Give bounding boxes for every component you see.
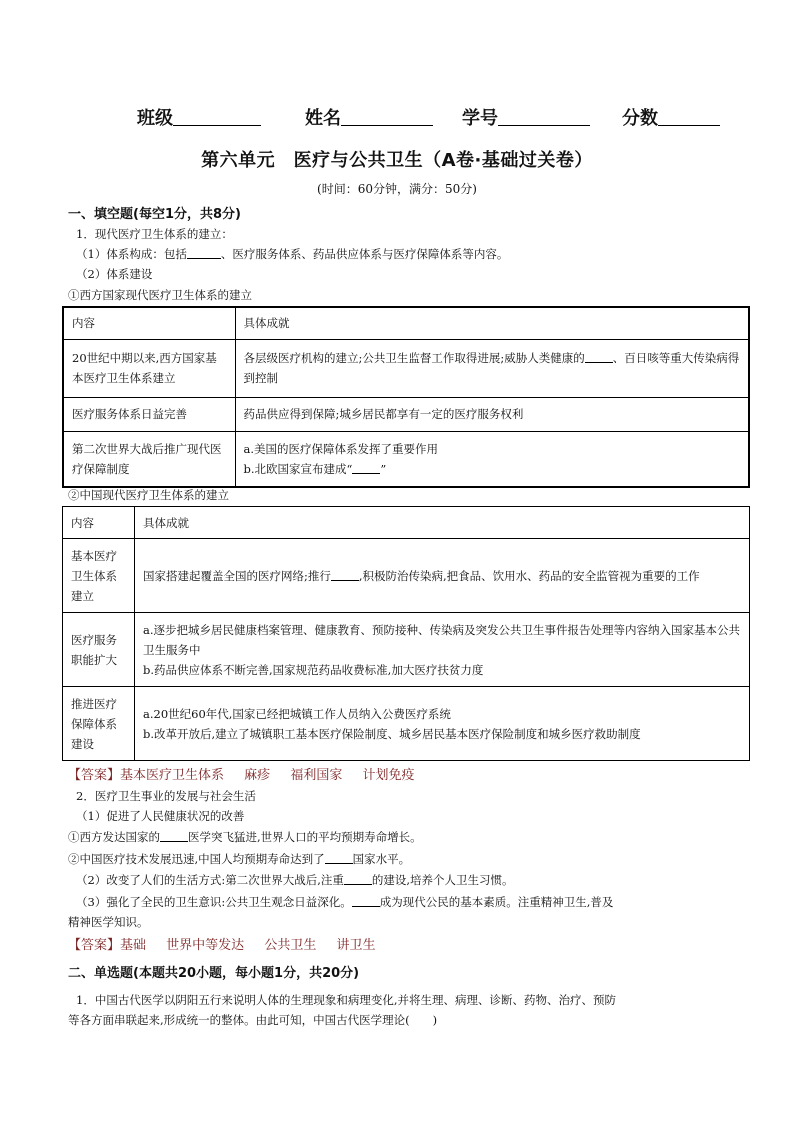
id-blank[interactable] xyxy=(498,105,590,126)
table-cell: 医疗服务体系日益完善 xyxy=(63,397,235,431)
china-health-system-table xyxy=(62,506,750,761)
answer-blank[interactable] xyxy=(352,461,380,474)
score-blank[interactable] xyxy=(658,105,720,126)
table-row xyxy=(63,397,749,431)
table-cell: a.20世纪60年代,国家已经把城镇工作人员纳入公费医疗系统 b.改革开放后,建立了城镇职工基本医疗保险制度、城乡居民基本医疗保险制度和城乡医疗救助制度 xyxy=(135,687,750,761)
table-row xyxy=(63,307,749,339)
question-1-title: 1．现代医疗卫生体系的建立： xyxy=(76,227,233,241)
table-cell: 各层级医疗机构的建立;公共卫生监督工作取得进展;威胁人类健康的 、百日咳等重大传染病得到控制 xyxy=(235,339,749,397)
score-field[interactable]: 分数 xyxy=(622,104,720,130)
answer-2: 【答案】基础 世界中等发达 公共卫生 讲卫生 xyxy=(68,938,376,953)
table-cell: 基本医疗卫生体系建立 xyxy=(63,539,135,613)
answer-blank[interactable] xyxy=(585,350,613,363)
student-info-row xyxy=(0,104,794,130)
table-cell: 国家搭建起覆盖全国的医疗网络;推行 ,积极防治传染病,把食品、饮用水、药品的安全监管视为重要的工作 xyxy=(135,539,750,613)
name-blank[interactable] xyxy=(341,105,433,126)
question-2-part-3: （3）强化了全民的卫生意识:公共卫生观念日益深化。 成为现代公民的基本素质。注重精神卫生,普及 xyxy=(76,895,614,909)
western-health-system-table xyxy=(62,306,750,488)
table-row xyxy=(63,613,750,687)
page-title: 第六单元 医疗与公共卫生（A卷·基础过关卷） xyxy=(201,150,593,171)
table-cell: 药品供应得到保障;城乡居民都享有一定的医疗服务权利 xyxy=(235,397,749,431)
table1-caption: ①西方国家现代医疗卫生体系的建立 xyxy=(68,288,252,302)
class-field[interactable]: 班级 xyxy=(137,104,261,130)
question-2-part-1b: ②中国医疗技术发展迅速,中国人均预期寿命达到了 国家水平。 xyxy=(68,852,411,866)
table-row xyxy=(63,339,749,397)
table-cell: a.美国的医疗保障体系发挥了重要作用 b.北欧国家宣布建成“ ” xyxy=(235,431,749,487)
table-cell: 20世纪中期以来,西方国家基本医疗卫生体系建立 xyxy=(63,339,235,397)
table-cell: 推进医疗保障体系建设 xyxy=(63,687,135,761)
question-2-part-2: （2）改变了人们的生活方式:第二次世界大战后,注重 的建设,培养个人卫生习惯。 xyxy=(76,873,514,887)
table-header-cell: 内容 xyxy=(63,507,135,539)
table-cell: a.逐步把城乡居民健康档案管理、健康教育、预防接种、传染病及突发公共卫生事件报告处理等内容纳入国家基本公共卫生服务中 b.药品供应体系不断完善,国家规范药品收费标准,加大医疗扶贫力度 xyxy=(135,613,750,687)
table-row xyxy=(63,687,750,761)
question-2-part-1a: ①西方发达国家的 医学突飞猛进,世界人口的平均预期寿命增长。 xyxy=(68,830,422,844)
table-header-cell: 具体成就 xyxy=(235,307,749,339)
question-1-part-2: （2）体系建设 xyxy=(76,267,153,281)
mc-question-1-line-2: 等各方面串联起来,形成统一的整体。由此可知，中国古代医学理论( ) xyxy=(68,1013,438,1027)
answer-blank[interactable] xyxy=(344,872,372,885)
student-id-field[interactable]: 学号 xyxy=(462,104,590,130)
question-2-part-1: （1）促进了人民健康状况的改善 xyxy=(76,809,245,823)
answer-blank[interactable] xyxy=(160,829,188,842)
table-header-cell: 内容 xyxy=(63,307,235,339)
time-score-note: (时间：60分钟，满分：50分) xyxy=(317,182,477,196)
table-row xyxy=(63,507,750,539)
question-1-part-1: （1）体系构成：包括 、医疗服务体系、药品供应体系与医疗保障体系等内容。 xyxy=(76,247,509,261)
answer-blank[interactable] xyxy=(187,246,221,259)
question-2-title: 2．医疗卫生事业的发展与社会生活 xyxy=(76,789,256,803)
table-cell: 第二次世界大战后推广现代医疗保障制度 xyxy=(63,431,235,487)
question-2-part-3-cont: 精神医学知识。 xyxy=(68,915,149,929)
table2-caption: ②中国现代医疗卫生体系的建立 xyxy=(68,488,229,502)
table-cell: 医疗服务职能扩大 xyxy=(63,613,135,687)
section-heading-fill-in: 一、填空题(每空1分，共8分) xyxy=(68,207,241,222)
mc-question-1-line-1: 1．中国古代医学以阴阳五行来说明人体的生理现象和病理变化,并将生理、病理、诊断、药物、治疗、预防 xyxy=(76,993,616,1007)
section-heading-single-choice: 二、单选题(本题共20小题，每小题1分，共20分) xyxy=(68,966,360,981)
class-blank[interactable] xyxy=(173,105,261,126)
answer-blank[interactable] xyxy=(325,851,353,864)
answer-blank[interactable] xyxy=(331,568,359,581)
answer-1: 【答案】基本医疗卫生体系 麻疹 福利国家 计划免疫 xyxy=(68,768,415,783)
table-row xyxy=(63,539,750,613)
table-row xyxy=(63,431,749,487)
answer-blank[interactable] xyxy=(352,894,380,907)
table-header-cell: 具体成就 xyxy=(135,507,750,539)
name-field[interactable]: 姓名 xyxy=(305,104,433,130)
